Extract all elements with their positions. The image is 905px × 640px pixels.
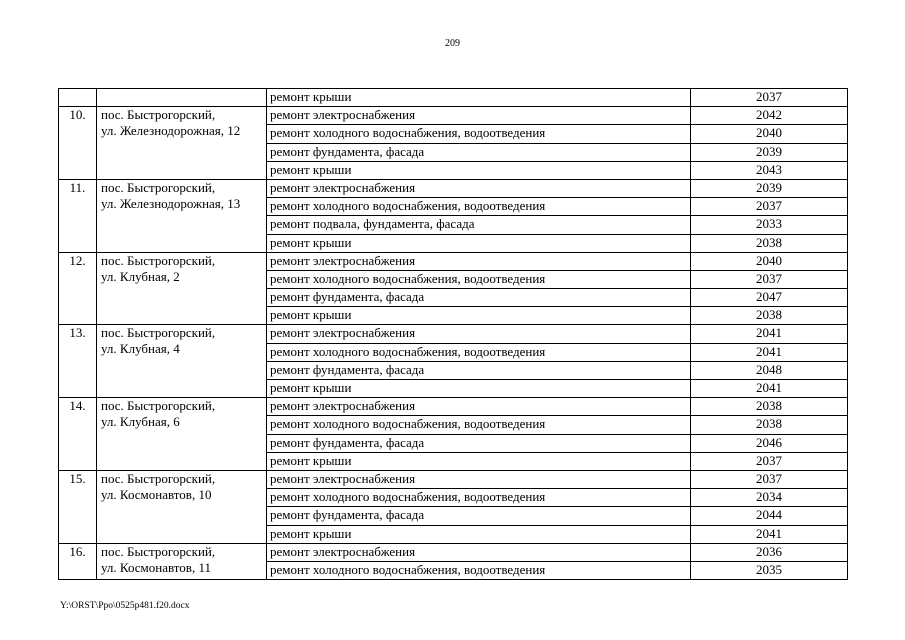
work-type-cell: ремонт холодного водоснабжения, водоотведения [267, 198, 691, 216]
address-cell [97, 107, 267, 180]
year-cell: 2037 [691, 452, 848, 470]
year-cell: 2037 [691, 270, 848, 288]
table-body [59, 89, 848, 580]
year-cell: 2042 [691, 107, 848, 125]
year-cell: 2038 [691, 398, 848, 416]
work-type-cell: ремонт холодного водоснабжения, водоотведения [267, 416, 691, 434]
table-row [59, 107, 848, 125]
page-number: 209 [445, 38, 460, 49]
work-type-cell: ремонт холодного водоснабжения, водоотведения [267, 125, 691, 143]
work-type-cell: ремонт крыши [267, 234, 691, 252]
address-settlement: пос. Быстрогорский, [101, 398, 216, 414]
address-settlement: пос. Быстрогорский, [101, 252, 216, 268]
table-row [59, 325, 848, 343]
work-type-cell: ремонт электроснабжения [267, 543, 691, 561]
work-type-cell: ремонт фундамента, фасада [267, 434, 691, 452]
table-row [59, 470, 848, 488]
work-type-cell: ремонт холодного водоснабжения, водоотведения [267, 561, 691, 579]
work-type-cell: ремонт фундамента, фасада [267, 143, 691, 161]
year-cell: 2038 [691, 416, 848, 434]
row-number-cell: 13. [59, 325, 97, 398]
row-number-cell: 11. [59, 179, 97, 252]
year-cell: 2041 [691, 525, 848, 543]
row-number-cell [59, 89, 97, 107]
table-row [59, 89, 848, 107]
address-street: ул. Железнодорожная, 13 [101, 195, 241, 211]
table-row [59, 543, 848, 561]
address-street: ул. Клубная, 2 [101, 268, 180, 284]
address-settlement: пос. Быстрогорский, [101, 107, 216, 123]
address-cell [97, 398, 267, 471]
work-type-cell: ремонт холодного водоснабжения, водоотведения [267, 489, 691, 507]
address-street: ул. Космонавтов, 10 [101, 486, 212, 502]
year-cell: 2037 [691, 89, 848, 107]
year-cell: 2041 [691, 343, 848, 361]
work-type-cell: ремонт фундамента, фасада [267, 361, 691, 379]
work-type-cell: ремонт электроснабжения [267, 252, 691, 270]
work-type-cell: ремонт электроснабжения [267, 107, 691, 125]
table-row [59, 398, 848, 416]
work-type-cell: ремонт фундамента, фасада [267, 289, 691, 307]
row-number-cell: 14. [59, 398, 97, 471]
year-cell: 2037 [691, 198, 848, 216]
address-street: ул. Клубная, 4 [101, 341, 180, 357]
work-type-cell: ремонт фундамента, фасада [267, 507, 691, 525]
year-cell: 2038 [691, 234, 848, 252]
year-cell: 2037 [691, 470, 848, 488]
address-street: ул. Космонавтов, 11 [101, 559, 211, 575]
year-cell: 2047 [691, 289, 848, 307]
year-cell: 2041 [691, 380, 848, 398]
year-cell: 2044 [691, 507, 848, 525]
work-type-cell: ремонт электроснабжения [267, 325, 691, 343]
work-type-cell: ремонт холодного водоснабжения, водоотведения [267, 343, 691, 361]
address-cell [97, 543, 267, 579]
address-cell [97, 89, 267, 107]
work-type-cell: ремонт холодного водоснабжения, водоотведения [267, 270, 691, 288]
address-settlement: пос. Быстрогорский, [101, 179, 216, 195]
address-cell [97, 470, 267, 543]
year-cell: 2034 [691, 489, 848, 507]
year-cell: 2039 [691, 179, 848, 197]
work-type-cell: ремонт крыши [267, 525, 691, 543]
work-type-cell: ремонт крыши [267, 161, 691, 179]
year-cell: 2033 [691, 216, 848, 234]
year-cell: 2035 [691, 561, 848, 579]
row-number-cell: 12. [59, 252, 97, 325]
year-cell: 2041 [691, 325, 848, 343]
work-type-cell: ремонт электроснабжения [267, 470, 691, 488]
address-settlement: пос. Быстрогорский, [101, 543, 216, 559]
address-street: ул. Железнодорожная, 12 [101, 123, 241, 139]
address-cell [97, 325, 267, 398]
year-cell: 2048 [691, 361, 848, 379]
address-settlement: пос. Быстрогорский, [101, 470, 216, 486]
work-type-cell: ремонт подвала, фундамента, фасада [267, 216, 691, 234]
year-cell: 2040 [691, 252, 848, 270]
table-row [59, 252, 848, 270]
address-street: ул. Клубная, 6 [101, 414, 180, 430]
year-cell: 2046 [691, 434, 848, 452]
row-number-cell: 16. [59, 543, 97, 579]
year-cell: 2036 [691, 543, 848, 561]
row-number-cell: 15. [59, 470, 97, 543]
year-cell: 2038 [691, 307, 848, 325]
work-type-cell: ремонт электроснабжения [267, 179, 691, 197]
row-number-cell: 10. [59, 107, 97, 180]
work-type-cell: ремонт крыши [267, 89, 691, 107]
repair-schedule-table [58, 88, 848, 580]
work-type-cell: ремонт крыши [267, 307, 691, 325]
year-cell: 2043 [691, 161, 848, 179]
table-row [59, 179, 848, 197]
address-cell [97, 252, 267, 325]
year-cell: 2040 [691, 125, 848, 143]
work-type-cell: ремонт крыши [267, 452, 691, 470]
work-type-cell: ремонт электроснабжения [267, 398, 691, 416]
work-type-cell: ремонт крыши [267, 380, 691, 398]
address-settlement: пос. Быстрогорский, [101, 325, 216, 341]
file-path-footer: Y:\ORST\Ppo\0525p481.f20.docx [60, 601, 190, 611]
repair-schedule-table-wrap [58, 88, 848, 580]
address-cell [97, 179, 267, 252]
year-cell: 2039 [691, 143, 848, 161]
